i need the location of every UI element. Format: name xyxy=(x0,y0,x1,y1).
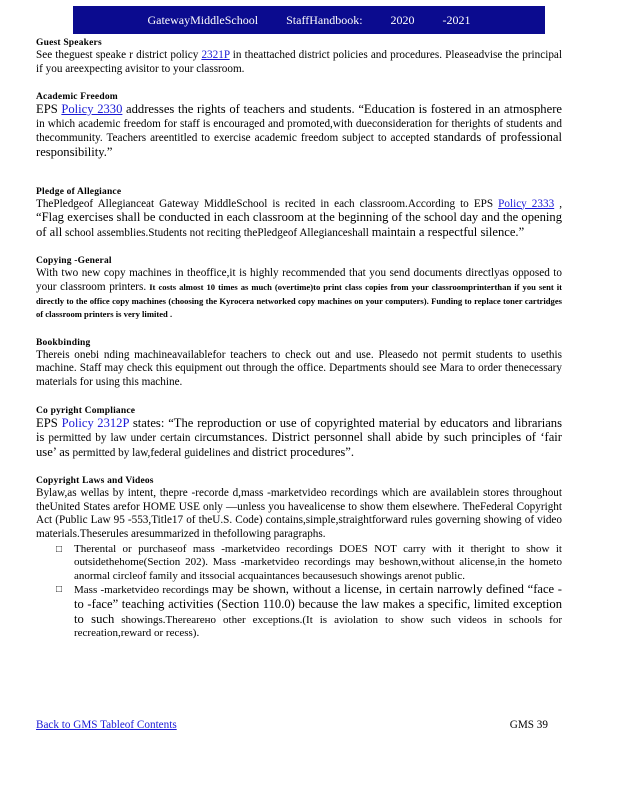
policy-link-2312p[interactable]: 2312P xyxy=(97,415,129,430)
section-academic-freedom xyxy=(36,92,562,160)
section-text: Thereis onebi nding machineavailablefor teachers to check out and use. Pleasedo not permit students to usethis machine. Staff may check this equipment out through the office. Departments should see Mara to order thenecessary materials for using this machine. xyxy=(36,348,562,388)
quoted-text: “The reproduction or use of copyrighted material by educators and librarians is xyxy=(36,415,562,445)
section-pledge xyxy=(36,187,562,241)
text-segment: With two new copy machines in theoffice,it is highly recommended that you send documents directlyas opposed to your classroom printers. xyxy=(36,267,562,293)
square-bullet-icon: □ xyxy=(56,584,63,596)
page-footer xyxy=(36,719,548,731)
list-item-text: showings.Therearено other exceptions.(It is aviolation to show such videos in schools for recreation,reward or recess). xyxy=(74,613,562,640)
header-school-name: GatewayMiddleSchool xyxy=(147,12,259,27)
list-item xyxy=(56,542,562,584)
section-copying-general xyxy=(36,256,562,321)
page-header-banner xyxy=(73,6,545,34)
section-heading: Bookbinding xyxy=(36,337,91,348)
section-copyright-compliance xyxy=(36,406,562,461)
section-heading: Copying -General xyxy=(36,256,112,267)
text-segment: states: xyxy=(129,415,169,430)
text-segment: in theattached district policies and procedures. Pleaseadvise the principal if you areexpecting avisitor to your classroom. xyxy=(36,49,562,75)
section-heading: Co pyright Compliance xyxy=(36,405,136,416)
header-handbook-title: StaffHandbook: xyxy=(286,12,363,27)
header-year-start: 2020 xyxy=(390,12,415,27)
section-text: Bylaw,as wellas by intent, thepre -recorde d,mass -marketvideo recordings which are availablein stores throughout theUnited States arefor HOME USE only —unless you havealicense to show them elsewhere. TheFederal Copyright Act (Public Law 95 -553,Title17 of theU.S. Code) contains,simple,straightforward rules governing showing of video materials.Theserules aresummarized in thefollowing paragraphs. xyxy=(36,487,562,541)
quoted-text: district procedures”. xyxy=(251,444,355,459)
text-segment: permitted by law under certain cir xyxy=(44,432,207,445)
section-heading: Copyright Laws and Videos xyxy=(36,476,154,487)
section-copyright-videos xyxy=(36,476,562,641)
text-segment: See theguest speake r district policy xyxy=(36,49,202,61)
text-segment: school assemblies.Students not reciting thePledgeof Allegianceshall xyxy=(62,226,372,239)
text-segment: , xyxy=(554,197,563,210)
section-text xyxy=(36,198,562,241)
page-number: GMS 39 xyxy=(509,719,548,731)
policy-link-2330[interactable]: Policy 2330 xyxy=(61,102,123,117)
section-text xyxy=(36,49,562,76)
text-segment: permitted by law,federal guidelines and xyxy=(69,446,252,459)
square-bullet-icon: □ xyxy=(56,543,63,555)
bullet-list xyxy=(36,543,562,641)
quoted-text: maintain a respectful silence.” xyxy=(371,224,525,239)
quoted-text: standards of professional responsibility.” xyxy=(36,130,562,159)
policy-link-2333[interactable]: Policy 2333 xyxy=(498,197,555,210)
text-segment: EPS xyxy=(36,415,62,430)
section-heading: Pledge of Allegiance xyxy=(36,186,122,197)
list-item-text: Mass -marketvideo recordings xyxy=(74,584,213,597)
quoted-text: “Flag exercises shall be conducted in each classroom at the beginning of the school day and the opening of all xyxy=(36,210,562,239)
fine-print-text: It costs almost 10 times as much (overtime)to print class copies from your classroomprinterthan if you sent it directly to the office copy machines (choosing the Kyrocera networked copy machines on your computers). Funding to replace toner cartridges of classroom printers is very limited . xyxy=(36,281,562,320)
section-text xyxy=(36,417,562,461)
text-segment: EPS xyxy=(36,102,62,117)
section-heading: Guest Speakers xyxy=(36,38,102,48)
text-segment: addresses the rights of teachers and students. xyxy=(122,102,359,117)
handbook-content xyxy=(36,38,562,657)
policy-link-2321p[interactable]: 2321P xyxy=(201,49,230,61)
quoted-text: cumstances. District personnel shall abide by such principles of ‘fair use’ as xyxy=(36,430,562,459)
header-year-end: -2021 xyxy=(442,12,471,27)
quoted-text: “Education is fostered in an atmosphere xyxy=(358,102,562,117)
section-guest-speakers xyxy=(36,38,562,76)
section-heading: Academic Freedom xyxy=(36,92,118,103)
policy-link-label[interactable]: Policy xyxy=(61,415,94,430)
section-bookbinding xyxy=(36,338,562,390)
list-item xyxy=(56,582,562,640)
text-segment: ThePledgeof Allegianceat Gateway MiddleSchool is recited in each classroom.According to EPS xyxy=(36,197,499,210)
section-text xyxy=(36,267,562,321)
text-segment: in which academic freedom for staff is encouraged and promoted,with dueconsideration for therights of students and thecommunity. Teachers areentitled to exercise academic freedom subject to accepted xyxy=(36,117,562,145)
section-text xyxy=(36,103,562,160)
list-item-text: Therental or purchaseof mass -marketvideo recordings DOES NOT carry with it theright to show it outsidethehome(Section 202). Mass -marketvideo recordings may beshown,without alicense,in the hometo anormal circleof family and itssocial acquaintances becausesuch showings arenot public. xyxy=(74,542,562,582)
quoted-text: may be shown, without a license, in certain narrowly defined “face -to -face” teaching activities (Section 110.0) because the law makes a specific, limited exception to such xyxy=(74,582,562,626)
back-to-contents-link[interactable]: Back to GMS Tableof Contents xyxy=(36,719,177,731)
